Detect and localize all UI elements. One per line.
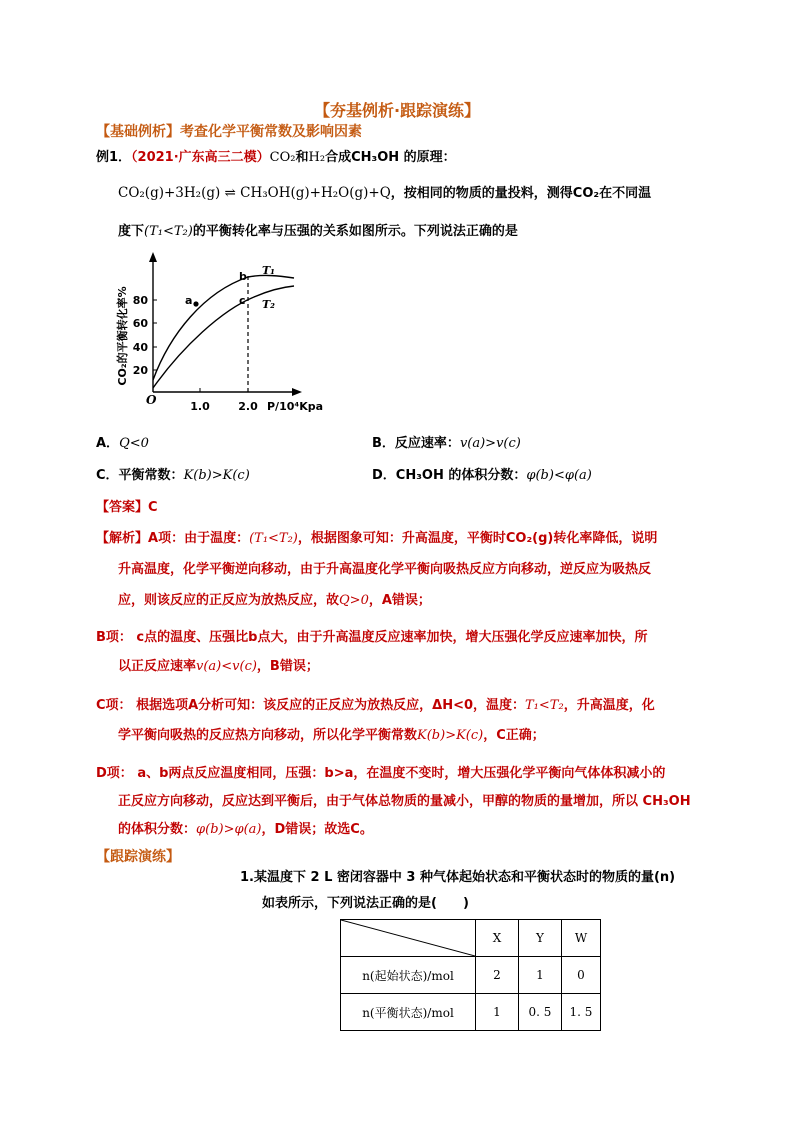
table-cell: 0. 5 [519,994,562,1031]
table-cell: 0 [562,957,601,994]
question-cond: (T₁<T₂) [144,224,193,239]
reaction-equation: CO₂(g)+3H₂(g) ⇌ CH₃OH(g)+H₂O(g)+Q [118,185,391,201]
corner-diagonal [341,920,475,956]
conversion-figure [112,252,342,417]
table-row-label: n(起始状态)/mol [341,957,476,994]
analysis-c1 [96,694,655,713]
analysis-d1: D项： a、b两点反应温度相同，压强：b>a，在温度不变时，增大压强化学平衡向气体体积减小的 [96,766,666,781]
analysis-d3-post: ，D错误；故选C。 [261,822,373,837]
section-heading-practice: 【跟踪演练】 [96,849,180,865]
option-c-label: C． [96,468,119,483]
table-cell: 1 [476,994,519,1031]
option-c-prefix: 平衡常数： [118,468,184,483]
analysis-a1-text: A项：由于温度： [148,531,250,546]
table-cell: 1 [519,957,562,994]
analysis-a1 [96,527,657,546]
analysis-b2-post: ，B错误； [256,659,319,674]
analysis-c2-post: ，C正确； [483,728,545,743]
x-axis-label: P/10⁴Kpa [267,400,324,413]
curve-t2-label: T₂ [262,298,276,311]
option-c-text: K(b)>K(c) [183,468,250,483]
option-d-prefix: CH₃OH 的体积分数： [395,468,527,483]
analysis-a3 [118,589,431,608]
point-a-label: a [185,294,193,307]
answer-value: C [148,500,158,515]
option-d-text: φ(b)<φ(a) [526,468,592,483]
x-tick-label-2: 2.0 [238,400,258,413]
analysis-a3-math: Q>0 [339,593,369,608]
option-d-label: D． [372,468,396,483]
analysis-c2 [118,724,545,743]
y-axis-arrow [149,252,157,262]
option-d [372,464,592,483]
analysis-b2 [118,655,319,674]
analysis-b2-math: v(a)<v(c) [196,659,257,674]
option-a [96,432,149,451]
x-axis-arrow [292,388,302,396]
analysis-d2: 正反应方向移动，反应达到平衡后，由于气体总物质的量减小，甲醇的物质的量增加，所以 CH₃OH [118,794,691,809]
point-a [193,301,198,306]
option-a-label: A． [96,436,120,451]
analysis-a1-cond: (T₁<T₂) [249,531,298,546]
example-label: 例1． [96,150,132,165]
analysis-b1: B项： c点的温度、压强比b点大，由于升高温度反应速率加快，增大压强化学反应速率加快，所 [96,630,648,645]
state-table [340,919,601,1031]
analysis-bracket: 【解析】 [96,531,149,546]
question-b: 的平衡转化率与压强的关系如图所示。下列说法正确的是 [192,224,518,239]
section-heading-basic [96,121,362,141]
intro-h2: H₂ [308,150,326,165]
y-tick-label-40: 40 [132,341,148,354]
table-row-label: n(平衡状态)/mol [341,994,476,1031]
analysis-c1-post: ，升高温度，化 [563,698,655,713]
analysis-c1-pre: C项： 根据选项A分析可知：该反应的正反应为放热反应，ΔH<0，温度： [96,698,526,713]
analysis-a3-pre: 应，则该反应的正反应为放热反应，故 [118,593,340,608]
intro-suffix: 合成CH₃OH 的原理： [325,150,456,165]
question-line [118,220,518,239]
option-b-text: v(a)>v(c) [459,436,521,451]
answer-bracket: 【答案】 [96,500,149,515]
table-header-x: X [476,920,519,957]
x-tick-label-1: 1.0 [190,400,210,413]
option-c [96,464,250,483]
point-c-label: c [239,294,246,307]
y-tick-label-60: 60 [132,317,148,330]
curve-t1-label: T₁ [262,264,276,277]
table-cell: 2 [476,957,519,994]
option-b-prefix: 反应速率： [394,436,460,451]
practice-q1-line2: 如表所示，下列说法正确的是( ) [262,896,469,911]
intro-and: 和 [295,150,309,165]
table-cell: 1. 5 [562,994,601,1031]
table-corner-cell [341,920,476,957]
practice-q1-line1: 1.某温度下 2 L 密闭容器中 3 种气体起始状态和平衡状态时的物质的量(n) [240,870,676,885]
option-a-text: Q<0 [119,436,149,451]
table-row [341,957,601,994]
analysis-c1-math: T₁<T₂ [525,698,564,713]
section-bracket: 【基础例析】 [96,124,180,140]
reaction-tail: ，按相同的物质的量投料，测得CO₂在不同温 [390,186,652,201]
table-header-row [341,920,601,957]
analysis-b2-pre: 以正反应速率 [118,659,197,674]
answer-line [96,496,158,515]
page-title: 【夯基例析·跟踪演练】 [313,101,481,120]
option-b-label: B． [372,436,395,451]
example-source: （2021·广东高三二模） [131,150,270,165]
analysis-d3-math: φ(b)>φ(a) [196,822,262,837]
analysis-a3-post: ，A错误； [368,593,431,608]
curve-t1 [153,275,294,380]
example-intro [96,146,456,165]
analysis-a1-rest: ，根据图象可知：升高温度，平衡时CO₂(g)转化率降低，说明 [297,531,658,546]
section-topic: 考查化学平衡常数及影响因素 [180,124,362,140]
y-tick-label-80: 80 [132,294,148,307]
point-b-label: b [239,270,247,283]
table-row [341,994,601,1031]
table-header-y: Y [519,920,562,957]
table-header-w: W [562,920,601,957]
intro-co2: CO₂ [269,150,296,165]
y-tick-label-20: 20 [132,364,148,377]
analysis-a2: 升高温度，化学平衡逆向移动，由于升高温度化学平衡向吸热反应方向移动，逆反应为吸热反 [118,562,652,577]
question-a: 度下 [118,224,145,239]
origin-label: O [146,393,157,407]
y-axis-label: CO₂的平衡转化率% [116,286,129,386]
analysis-d3-pre: 的体积分数： [118,822,197,837]
analysis-c2-math: K(b)>K(c) [417,728,484,743]
reaction-line [118,182,651,201]
analysis-d3 [118,818,373,837]
analysis-c2-pre: 学平衡向吸热的反应热方向移动，所以化学平衡常数 [118,728,418,743]
option-b [372,432,521,451]
